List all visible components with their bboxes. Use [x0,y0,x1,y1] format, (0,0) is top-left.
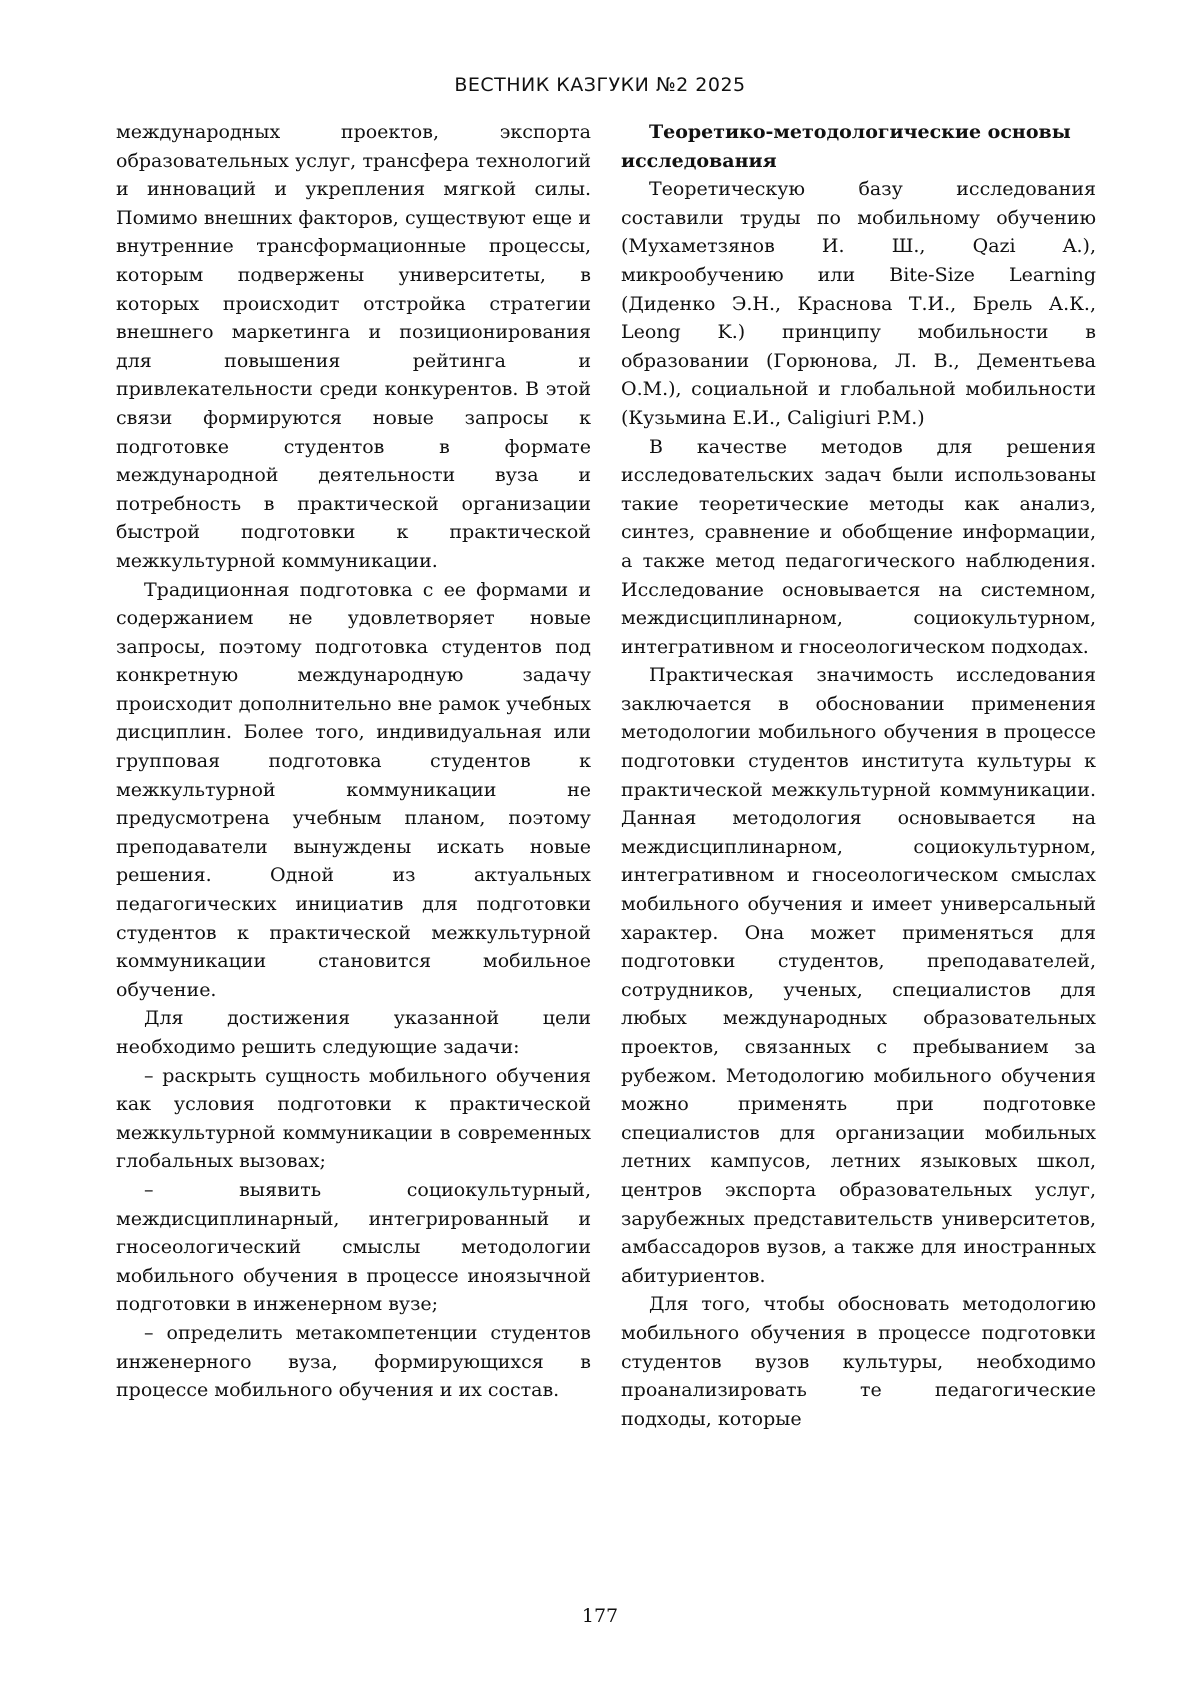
task-list-item: – раскрыть сущность мобильного обучения как условия подготовки к практической межкультурной коммуникации в современных глобальных вызовах; [116,1064,591,1173]
left-column [116,118,591,1405]
task-list-item: – определить метакомпетенции студентов инженерного вуза, формирующихся в процессе мобильного обучения и их состав. [116,1321,591,1402]
paragraph: Для достижения указанной цели необходимо решить следующие задачи: [116,1007,591,1058]
task-list-item: – выявить социокультурный, междисциплинарный, интегрированный и гносеологический смыслы методологии мобильного обучения в процессе иноязычной подготовки в инженерном вузе; [116,1178,591,1316]
paragraph: Традиционная подготовка с ее формами и содержанием не удовлетворяет новые запросы, поэтому подготовка студентов под конкретную международную задачу происходит дополнительно вне рамок учебных дисциплин. Более того, индивидуальная или групповая подготовка студентов к межкультурной коммуникации не предусмотрена учебным планом, поэтому преподаватели вынуждены искать новые решения. Одной из актуальных педагогических инициатив для подготовки студентов к практической межкультурной коммуникации становится мобильное обучение. [116,578,591,1001]
paragraph: международных проектов, экспорта образовательных услуг, трансфера технологий и инноваций и укрепления мягкой силы. Помимо внешних факторов, существуют еще и внутренние трансформационные процессы, которым подвержены университеты, в которых происходит отстройка стратегии внешнего маркетинга и позиционирования для повышения рейтинга и привлекательности среди конкурентов. В этой связи формируются новые запросы к подготовке студентов в формате международной деятельности вуза и потребность в практической организации быстрой подготовки к практической межкультурной коммуникации. [116,121,591,572]
paragraph: Теоретическую базу исследования составили труды по мобильному обучению (Мухаметзянов И. Ш., Qazi A.), микрообучению или Bite-Size Learning (Диденко Э.Н., Краснова Т.И., Брель А.К., Leong K.) принципу мобильности в образовании (Горюнова, Л. В., Дементьева О.М.), социальной и глобальной мобильности (Кузьмина Е.И., Caligiuri P.M.) [621,178,1096,429]
paragraph: Для того, чтобы обосновать методологию мобильного обучения в процессе подготовки студентов вузов культуры, необходимо проанализировать те педагогические подходы, которые [621,1293,1096,1430]
section-heading: Теоретико-методологические основы исследования [621,121,1071,172]
page-number: 177 [581,1605,619,1627]
right-column [621,118,1096,1433]
paragraph: В качестве методов для решения исследовательских задач были использованы такие теоретические методы как анализ, синтез, сравнение и обобщение информации, а также метод педагогического наблюдения. Исследование основывается на системном, междисциплинарном, социокультурном, интегративном и гносеологическом подходах. [621,435,1096,658]
journal-header: ВЕСТНИК КАЗГУКИ №2 2025 [454,74,746,96]
paragraph: Практическая значимость исследования заключается в обосновании применения методологии мобильного обучения в процессе подготовки студентов института культуры к практической межкультурной коммуникации. Данная методология основывается на междисциплинарном, социокультурном, интегративном и гносеологическом смыслах мобильного обучения и имеет универсальный характер. Она может применяться для подготовки студентов, преподавателей, сотрудников, ученых, специалистов для любых международных образовательных проектов, связанных с пребыванием за рубежом. Методологию мобильного обучения можно применять при подготовке специалистов для организации мобильных летних кампусов, летних языковых школ, центров экспорта образовательных услуг, зарубежных представительств университетов, амбассадоров вузов, а также для иностранных абитуриентов. [621,664,1096,1287]
